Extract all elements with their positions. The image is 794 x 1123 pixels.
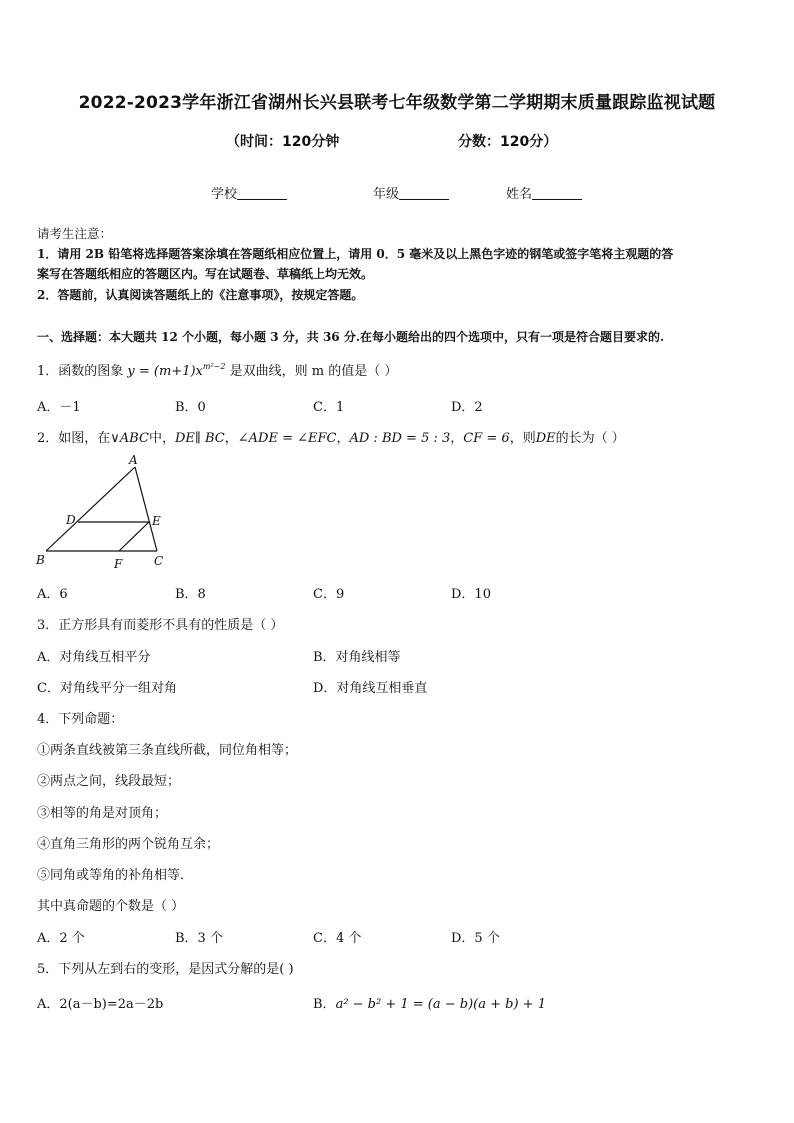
label-e: E [152, 514, 161, 528]
exam-time: （时间：120分钟 [226, 134, 340, 150]
notice-item2: 2．答题前，认真阅读答题纸上的《注意事项》，按规定答题。 [37, 288, 364, 302]
q2-angle: ∠ADE = ∠EFC [237, 431, 337, 446]
q2-option-b[interactable]: B．8 [175, 587, 206, 602]
q2-option-d[interactable]: D．10 [451, 587, 491, 602]
label-f: F [114, 557, 123, 571]
q2-parallel: DE∥ BC [174, 431, 225, 446]
name-label: 姓名 [506, 187, 533, 202]
school-field [211, 183, 287, 202]
notice-item1-line2: 案写在答题纸相应的答题区内。写在试题卷、草稿纸上均无效。 [37, 267, 374, 281]
q4-option-c[interactable]: C．4 个 [313, 931, 362, 946]
q2-text-e: ， [224, 431, 238, 446]
q5-option-b-label: B． [313, 997, 336, 1012]
question-5: 5．下列从左到右的变形，是因式分解的是( ) [37, 962, 294, 977]
name-blank [532, 187, 582, 200]
exam-title: 2022-2023学年浙江省湖州长兴县联考七年级数学第二学期期末质量跟踪监视试题 [78, 93, 716, 113]
q3-option-a[interactable]: A．对角线互相平分 [37, 650, 151, 665]
label-b: B [36, 553, 45, 567]
q2-triangle: ∨ABC [110, 431, 149, 446]
q5-option-a[interactable]: A．2(a－b)=2a－2b [37, 997, 164, 1012]
q4-statement-2: ②两点之间，线段最短； [37, 774, 181, 789]
name-field [506, 183, 582, 202]
q2-text-c: 中， [148, 431, 175, 446]
q1-formula: y = (m+1)x [127, 364, 203, 379]
question-4: 4．下列命题： [37, 712, 124, 727]
school-blank [237, 187, 287, 200]
label-a: A [129, 453, 138, 467]
q2-de: DE [535, 431, 556, 446]
q4-option-d[interactable]: D．5 个 [451, 931, 500, 946]
question-1 [37, 360, 397, 379]
q1-prefix: 1．函数的图象 [37, 364, 124, 379]
notice-heading: 请考生注意： [37, 226, 113, 241]
q2-option-c[interactable]: C．9 [313, 587, 345, 602]
q2-text-m: 的长为（ ） [555, 431, 625, 446]
q2-text-i: ， [450, 431, 464, 446]
q4-statement-1: ①两条直线被第三条直线所截，同位角相等； [37, 743, 298, 758]
segment-ac [135, 467, 157, 551]
q4-option-a[interactable]: A．2 个 [37, 931, 85, 946]
q3-option-d[interactable]: D．对角线互相垂直 [313, 681, 428, 696]
label-c: C [154, 554, 164, 568]
q2-option-a[interactable]: A．6 [37, 587, 68, 602]
q1-suffix: 是双曲线，则 m 的值是（ ） [229, 364, 398, 379]
q4-statement-5: ⑤同角或等角的补角相等． [37, 868, 194, 883]
q5-option-b[interactable] [313, 993, 546, 1012]
q1-option-a[interactable]: A．－1 [37, 400, 81, 415]
question-2 [37, 427, 625, 446]
school-label: 学校 [211, 187, 238, 202]
grade-field [373, 183, 449, 202]
q1-option-d[interactable]: D．2 [451, 400, 483, 415]
q3-option-b[interactable]: B．对角线相等 [313, 650, 401, 665]
q4-option-b[interactable]: B．3 个 [175, 931, 223, 946]
triangle-figure [32, 452, 182, 572]
q1-option-c[interactable]: C．1 [313, 400, 345, 415]
q5-option-b-formula: a² − b² + 1 = (a − b)(a + b) + 1 [335, 997, 546, 1012]
question-3: 3．正方形具有而菱形不具有的性质是（ ） [37, 618, 284, 633]
q4-statement-4: ④直角三角形的两个锐角互余； [37, 837, 220, 852]
q2-text-a: 2．如图，在 [37, 431, 111, 446]
q2-ratio: AD : BD = 5 : 3 [349, 431, 451, 446]
q2-cf: CF = 6 [463, 431, 510, 446]
q2-text-k: ，则 [509, 431, 536, 446]
q3-option-c[interactable]: C．对角线平分一组对角 [37, 681, 177, 696]
segment-ab [46, 467, 135, 551]
segment-ef [119, 522, 149, 551]
q4-question: 其中真命题的个数是（ ） [37, 899, 185, 914]
section1-heading: 一、选择题：本大题共 12 个小题，每小题 3 分，共 36 分.在每小题给出的四个选项中，只有一项是符合题目要求的. [37, 330, 665, 344]
grade-blank [399, 187, 449, 200]
q2-text-g: ， [336, 431, 350, 446]
grade-label: 年级 [373, 187, 400, 202]
notice-item1-line1: 1．请用 2B 铅笔将选择题答案涂填在答题纸相应位置上，请用 0．5 毫米及以上黑色字迹的钢笔或签字笔将主观题的答 [37, 247, 674, 261]
exam-score: 分数：120分） [458, 134, 558, 150]
q1-option-b[interactable]: B．0 [175, 400, 206, 415]
q1-exponent: m²−2 [202, 362, 226, 371]
label-d: D [66, 513, 76, 527]
q4-statement-3: ③相等的角是对顶角； [37, 806, 168, 821]
